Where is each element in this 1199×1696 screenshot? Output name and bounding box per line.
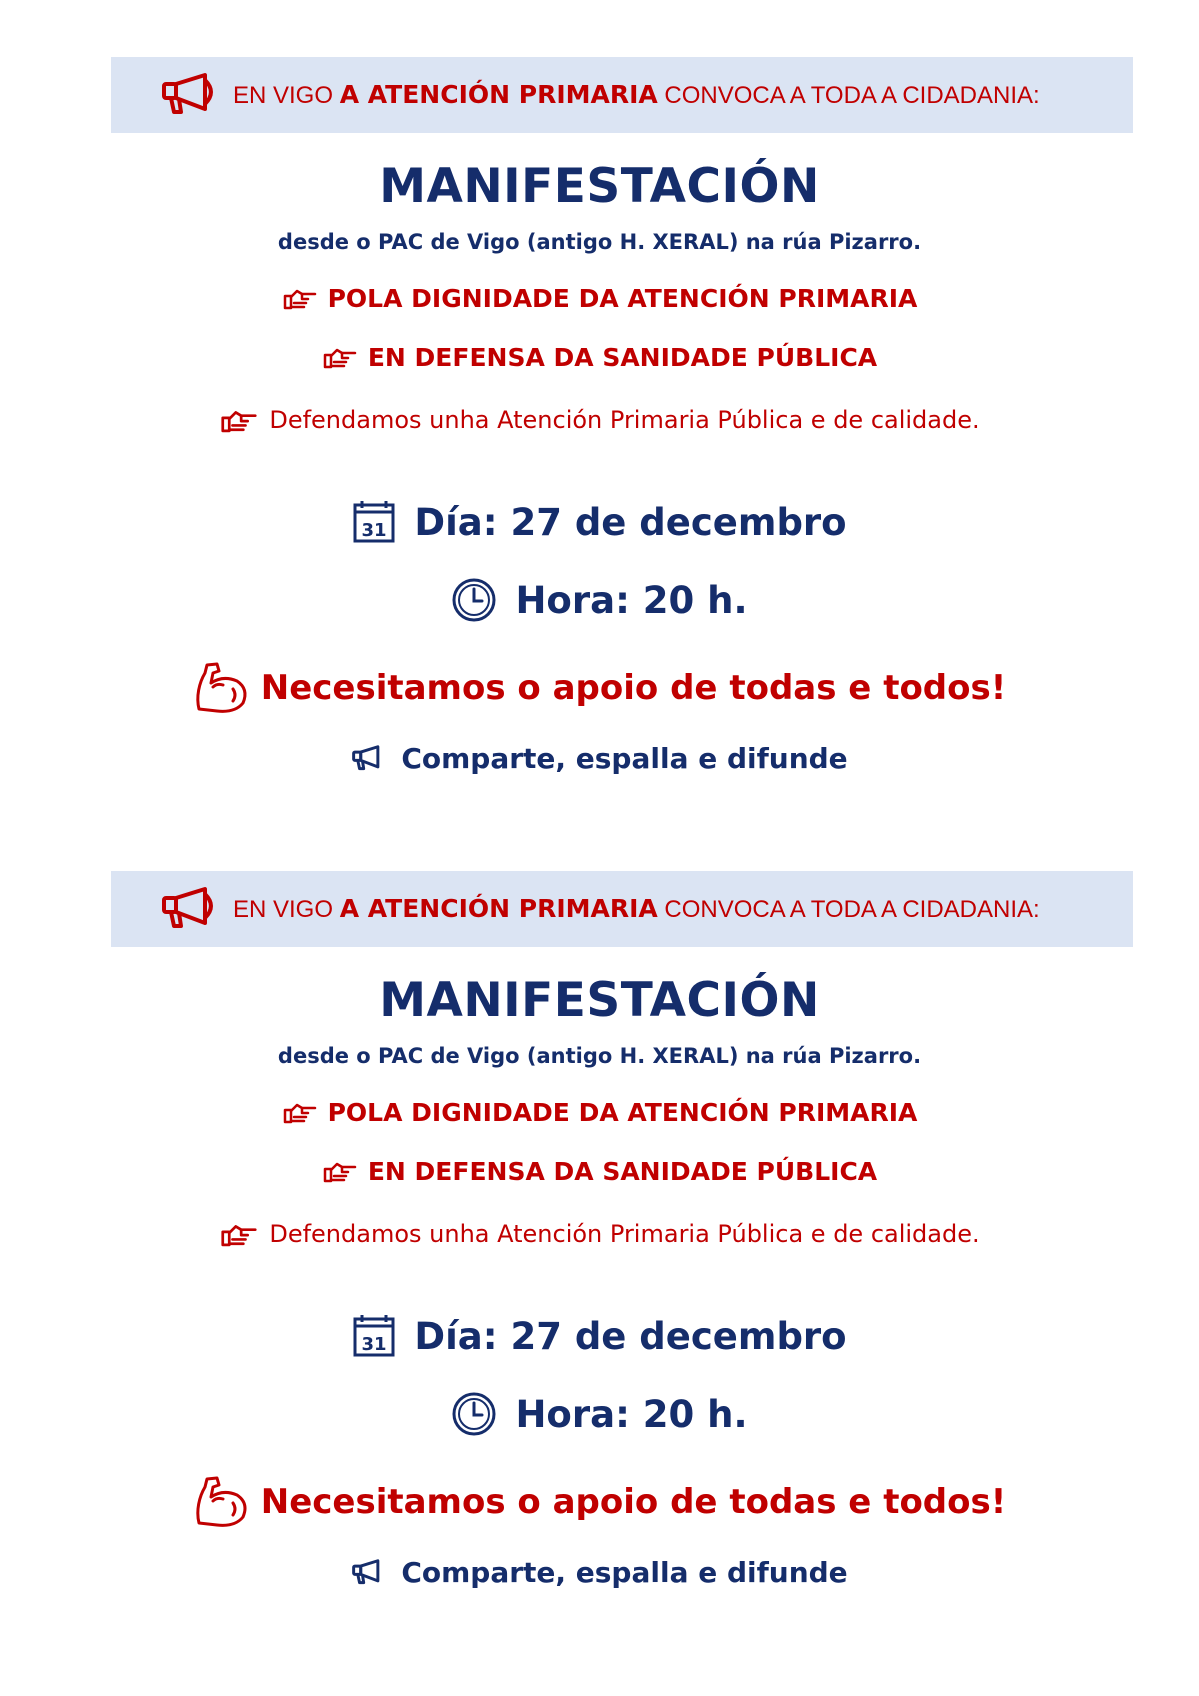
banner xyxy=(111,57,1133,133)
hour-text: Hora: 20 h. xyxy=(515,578,748,622)
title: MANIFESTACIÓN xyxy=(379,158,820,214)
bullet-2-text: EN DEFENSA DA SANIDADE PÚBLICA xyxy=(367,342,878,372)
support-row xyxy=(0,661,1199,715)
clock-icon xyxy=(451,577,497,623)
subtitle: desde o PAC de Vigo (antigo H. XERAL) na rúa Pizarro. xyxy=(277,230,922,254)
calendar-number: 31 xyxy=(361,1334,387,1355)
flyer-2 xyxy=(0,814,1199,1594)
share-row xyxy=(0,738,1199,778)
share-text: Comparte, espalla e difunde xyxy=(401,741,848,775)
megaphone-icon xyxy=(351,1559,387,1585)
banner-prefix: EN VIGO xyxy=(233,896,334,923)
bullet-3-text: Defendamos unha Atención Primaria Pública e de calidade. xyxy=(269,406,980,434)
title: MANIFESTACIÓN xyxy=(379,972,820,1028)
bullet-1 xyxy=(0,278,1199,318)
hour-row xyxy=(0,575,1199,625)
flyer-1 xyxy=(0,0,1199,780)
bullet-3 xyxy=(0,1214,1199,1254)
banner-suffix: CONVOCA A TODA A CIDADANIA: xyxy=(664,82,1040,109)
day-text: Día: 27 de decembro xyxy=(414,1314,847,1358)
calendar-icon xyxy=(352,499,396,545)
bullet-1 xyxy=(0,1092,1199,1132)
bullet-2-text: EN DEFENSA DA SANIDADE PÚBLICA xyxy=(367,1156,878,1186)
pointing-hand-icon xyxy=(322,345,358,369)
pointing-hand-icon xyxy=(322,1159,358,1183)
support-text: Necesitamos o apoio de todas e todos! xyxy=(260,1482,1007,1522)
bullet-3-text: Defendamos unha Atención Primaria Pública e de calidade. xyxy=(269,1220,980,1248)
banner-text xyxy=(233,57,1040,133)
megaphone-icon xyxy=(161,72,219,116)
pointing-hand-icon xyxy=(219,407,259,433)
pointing-hand-icon xyxy=(219,1221,259,1247)
day-text: Día: 27 de decembro xyxy=(414,500,847,544)
support-row xyxy=(0,1475,1199,1529)
bullet-2 xyxy=(0,1151,1199,1191)
banner-highlight: A ATENCIÓN PRIMARIA xyxy=(339,894,658,923)
hour-text: Hora: 20 h. xyxy=(515,1392,748,1436)
support-text: Necesitamos o apoio de todas e todos! xyxy=(260,668,1007,708)
banner xyxy=(111,871,1133,947)
bullet-1-text: POLA DIGNIDADE DA ATENCIÓN PRIMARIA xyxy=(327,283,918,313)
share-row xyxy=(0,1552,1199,1592)
clock-icon xyxy=(451,1391,497,1437)
megaphone-icon xyxy=(351,745,387,771)
bullet-1-text: POLA DIGNIDADE DA ATENCIÓN PRIMARIA xyxy=(327,1097,918,1127)
pointing-hand-icon xyxy=(282,1100,318,1124)
banner-prefix: EN VIGO xyxy=(233,82,334,109)
share-text: Comparte, espalla e difunde xyxy=(401,1555,848,1589)
calendar-number: 31 xyxy=(361,520,387,541)
megaphone-icon xyxy=(161,886,219,930)
day-row xyxy=(0,497,1199,547)
banner-highlight: A ATENCIÓN PRIMARIA xyxy=(339,80,658,109)
calendar-icon xyxy=(352,1313,396,1359)
day-row xyxy=(0,1311,1199,1361)
pointing-hand-icon xyxy=(282,286,318,310)
flexed-biceps-icon xyxy=(193,661,251,715)
banner-text xyxy=(233,871,1040,947)
bullet-3 xyxy=(0,400,1199,440)
flexed-biceps-icon xyxy=(193,1475,251,1529)
hour-row xyxy=(0,1389,1199,1439)
bullet-2 xyxy=(0,337,1199,377)
subtitle: desde o PAC de Vigo (antigo H. XERAL) na rúa Pizarro. xyxy=(277,1044,922,1068)
banner-suffix: CONVOCA A TODA A CIDADANIA: xyxy=(664,896,1040,923)
